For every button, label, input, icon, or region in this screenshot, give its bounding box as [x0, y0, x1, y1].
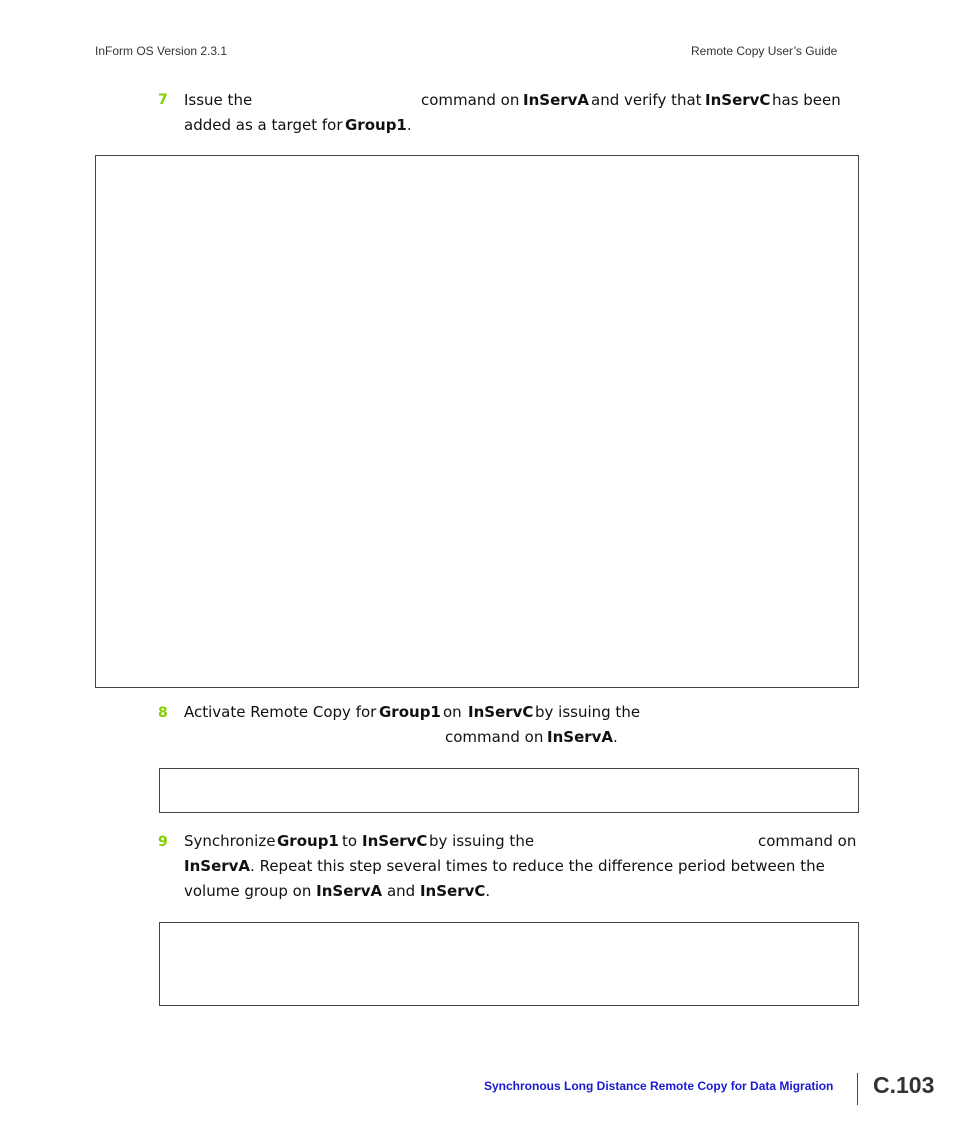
footer-chapter-title: Synchronous Long Distance Remote Copy for Data Migration — [484, 1079, 834, 1093]
running-header-left: InForm OS Version 2.3.1 — [95, 44, 228, 58]
step-number: 8 — [158, 705, 168, 721]
code-example-box — [159, 922, 859, 1006]
step-number: 9 — [158, 834, 168, 850]
running-header-right: Remote Copy User’s Guide — [691, 44, 838, 58]
code-example-box — [95, 155, 859, 688]
code-example-box — [159, 768, 859, 813]
step-number: 7 — [158, 92, 168, 108]
footer-divider — [857, 1073, 858, 1105]
page-number: C.103 — [873, 1072, 935, 1098]
